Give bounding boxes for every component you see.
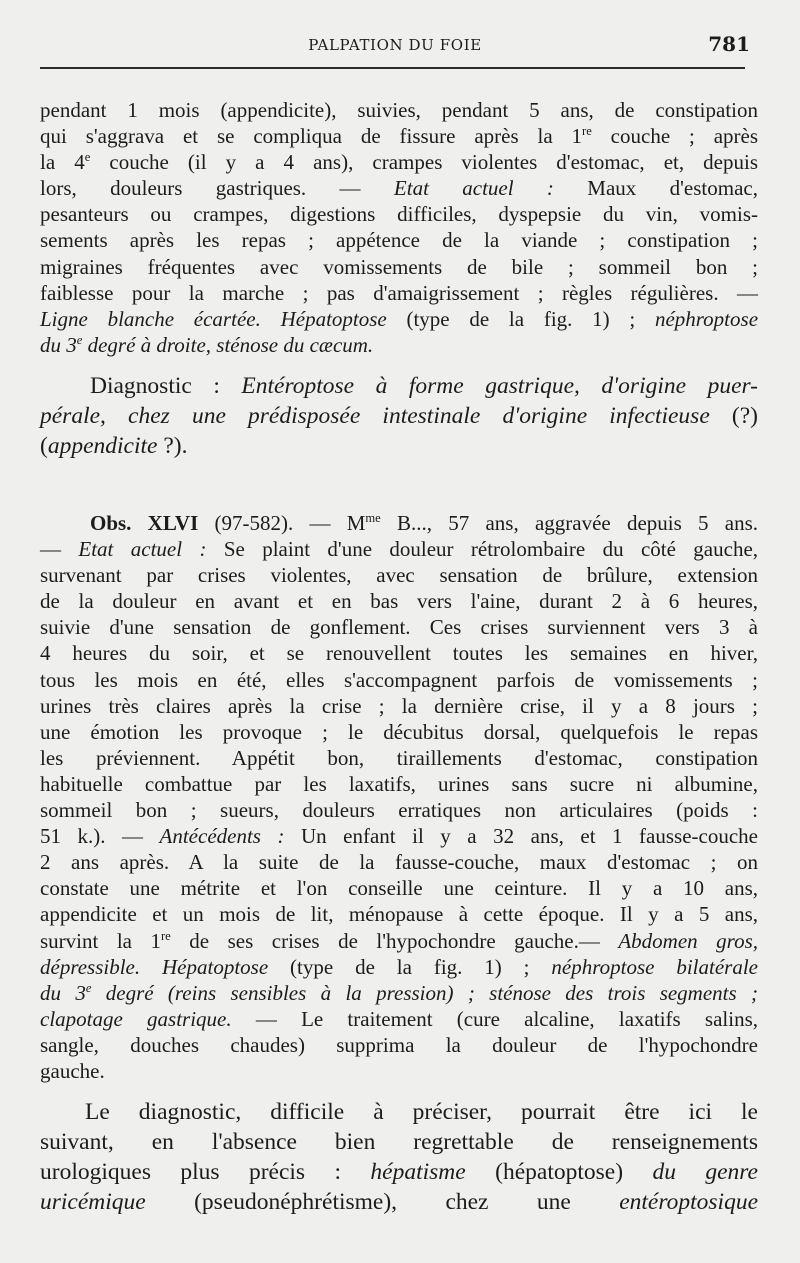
text-line: 2 ans après. A la suite de la fausse-couche, maux d'estomac ; on [40,850,758,875]
text-line: de la douleur en avant et en bas vers l'aine, durant 2 à 6 heures, [40,589,758,614]
text-line: une émotion les provoque ; le décubitus dorsal, quelquefois le repas [40,719,758,744]
text-line: tous les mois en été, elles s'accompagnent parfois de vomissements ; [40,667,758,692]
text-line: constate une métrite et l'on conseille une ceinture. Il y a 10 ans, [40,876,758,901]
text-line: dépressible. Hépatoptose (type de la fig. 1) ; néphroptose bilatérale [40,954,758,979]
text-line: survenant par crises violentes, avec sensation de brûlure, extension [40,563,758,588]
text-line: 51 k.). — Antécédents : Un enfant il y a 32 ans, et 1 fausse-couche [40,824,758,849]
diagnostic-discussion [40,1097,758,1217]
text-line: sements après les repas ; appétence de la viande ; constipation ; [40,228,758,253]
text-line: pesanteurs ou crampes, digestions difficiles, dyspepsie du vin, vomis- [40,202,758,227]
text-line: urines très claires après la crise ; la dernière crise, il y a 8 jours ; [40,693,758,718]
text-line: pendant 1 mois (appendicite), suivies, pendant 5 ans, de constipation [40,98,758,122]
text-line: Le diagnostic, difficile à préciser, pourrait être ici le [85,1099,758,1125]
diagnostic-paragraph [40,371,758,461]
text-line: la 4e couche (il y a 4 ans), crampes violentes d'estomac, et, depuis [40,150,758,175]
text-line: Obs. XLVI (97-582). — $M^{me}$ B..., 57 ans, aggravée depuis 5 ans. [90,511,758,535]
text-line: sangle, douches chaudes) supprima la douleur de l'hypochondre [40,1032,758,1057]
text-line: appendicite et un mois de lit, ménopause à cette époque. Il y a 5 ans, [40,902,758,927]
text-line: uricémique (pseudonéphrétisme), chez une entéroptosique [40,1189,758,1215]
text-line: les préviennent. Appétit bon, tiraillements d'estomac, constipation [40,745,758,770]
text-line: habituelle combattue par les laxatifs, urines sans sucre ni albumine, [40,771,758,796]
text-line: — Etat actuel : Se plaint d'une douleur rétrolombaire du côté gauche, [40,537,759,562]
running-title: PALPATION DU FOIE [308,36,482,54]
text-line: gauche. [40,1058,105,1083]
running-head [40,32,750,62]
text-line: du 3e degré (reins sensibles à la pression) ; sténose des trois segments ; [40,980,759,1005]
text-line: faiblesse pour la marche ; pas d'amaigrissement ; règles régulières. — [40,280,758,305]
text-line: lors, douleurs gastriques. — Etat actuel : Maux d'estomac, [40,176,758,201]
observation-xlvi [40,510,758,1084]
text-line: migraines fréquentes avec vomissements de bile ; sommeil bon ; [40,254,758,279]
text-line: clapotage gastrique. — Le traitement (cure alcaline, laxatifs salins, [40,1006,758,1031]
header-rule [40,67,745,69]
text-line: pérale, chez une prédisposée intestinale d'origine infectieuse (?) [40,403,758,429]
text-line: Diagnostic : Entéroptose à forme gastrique, d'origine puer- [90,373,759,399]
text-line: 4 heures du soir, et se renouvellent toutes les semaines en hiver, [40,641,758,666]
text-line: du 3e degré à droite, sténose du cæcum. [40,332,374,357]
text-line: suivie d'une sensation de gonflement. Ces crises surviennent vers 3 à [40,615,758,640]
text-line: suivant, en l'absence bien regrettable de renseignements [40,1129,758,1155]
page-number: 781 [708,32,750,56]
text-line: Ligne blanche écartée. Hépatoptose (type de la fig. 1) ; néphroptose [40,306,759,331]
text-line: urologiques plus précis : hépatisme (hépatoptose) du genre [40,1159,758,1185]
text-line: sommeil bon ; sueurs, douleurs erratiques non articulaires (poids : [40,798,758,823]
text-line: qui s'aggrava et se compliqua de fissure après la 1re couche ; après [40,124,759,149]
observation-continuation [40,97,758,358]
text-line: (appendicite ?). [40,433,188,459]
text-line: survint la 1re de ses crises de l'hypochondre gauche.— Abdomen gros, [40,928,758,953]
